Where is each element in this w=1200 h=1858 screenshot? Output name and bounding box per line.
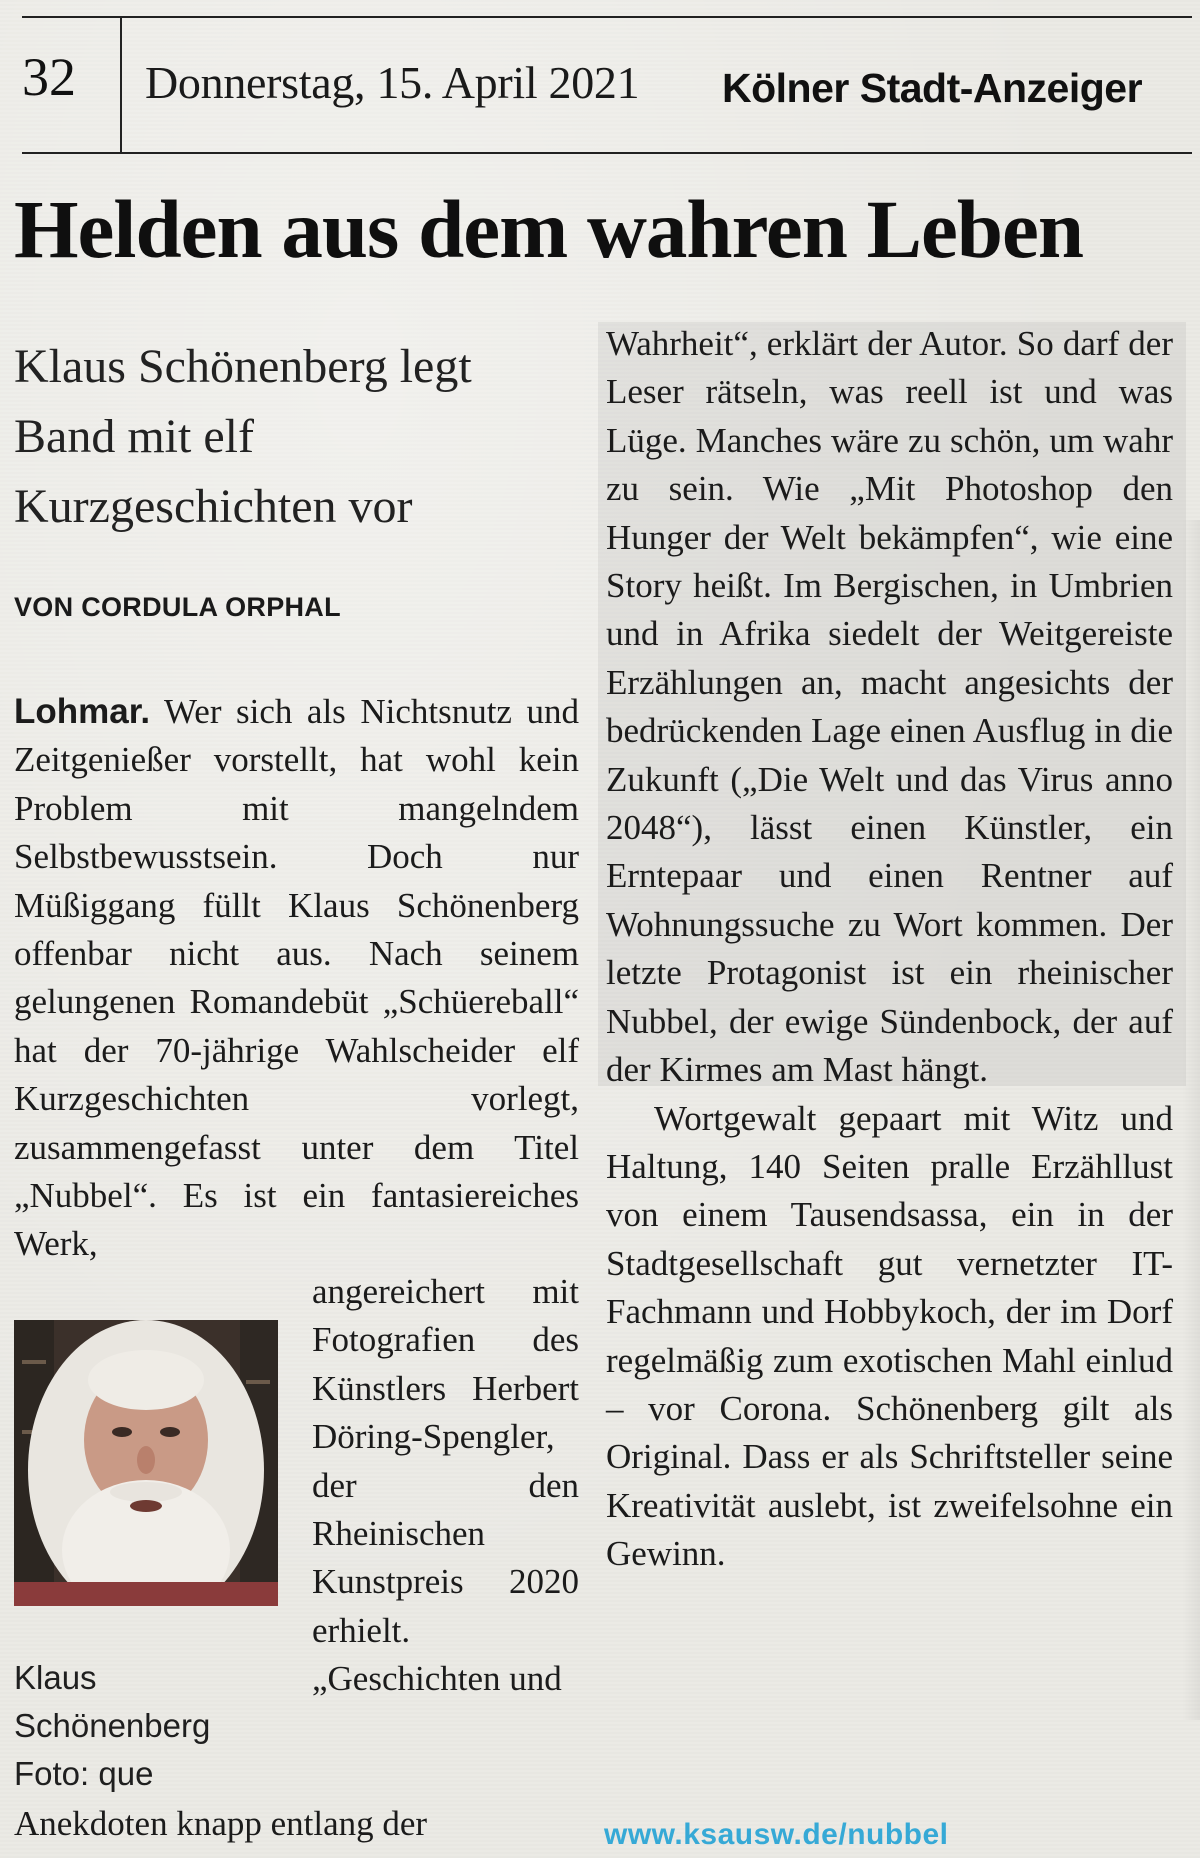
- dateline: Lohmar.: [14, 692, 151, 731]
- paragraph-col2-2: Wortgewalt gepaart mit Witz und Haltung, 140 Seiten pralle Erzähllust von einem Tausendsassa, ein in der Stadtgesellschaft gut vernetzter IT-Fachmann und Hobbykoch, der im Dorf regelmäßig zum exotischen Mahl einlud – vor Corona. Schönenberg gilt als Original. Dass er als Schriftsteller seine Kreativität auslebt, ist zweifelsohne ein Gewinn.: [606, 1098, 1173, 1574]
- article-column-2: [606, 320, 1173, 1579]
- article-subheadline: Klaus Schönenberg legt Band mit elf Kurzgeschichten vor: [14, 340, 472, 533]
- publication-date: Donnerstag, 15. April 2021: [145, 57, 640, 108]
- page-edge-shadow: [1182, 520, 1200, 1720]
- article-column-1: [14, 688, 579, 1269]
- article-column-1-end: [14, 1800, 579, 1848]
- article-headline: Helden aus dem wahren Leben: [14, 183, 1084, 275]
- paragraph-col2-1: Wahrheit“, erklärt der Autor. So darf der Leser rätseln, was reell ist und was Lüge. Manches wäre zu schön, um wahr zu sein. Wie „Mit Photoshop den Hunger der Welt bekämpfen“, wie eine Story heißt. Im Bergischen, in Umbrien und in Afrika siedelt der Weitgereiste Erzählungen an, macht angesichts der bedrückenden Lage einen Ausflug in die Zukunft („Die Welt und das Virus anno 2048“), lässt einen Künstler, ein Erntepaar und einen Rentner auf Wohnungssuche zu Wort kommen. Der letzte Protagonist ist ein rheinischer Nubbel, der ewige Sündenbock, der auf der Kirmes am Mast hängt.: [606, 324, 1173, 1090]
- paragraph-intro: [14, 688, 579, 1269]
- author-photo: [14, 1320, 278, 1606]
- masthead-bottom-rule: [22, 152, 1192, 154]
- article-link[interactable]: www.ksausw.de/nubbel: [604, 1818, 949, 1851]
- article-column-1-wrap: [312, 1268, 579, 1704]
- paragraph-text: Wer sich als Nichtsnutz und Zeitgenießer vorstellt, hat wohl kein Problem mit mangelndem Selbstbewusstsein. Doch nur Müßiggang füllt Klaus Schönenberg offenbar nicht aus. Nach seinem gelungenen Romandebüt „Schüereball“ hat der 70-jährige Wahlscheider elf Kurzgeschichten vorlegt, zusammengefasst unter dem Titel „Nubbel“. Es ist ein fantasiereiches Werk,: [14, 692, 579, 1264]
- author-portrait-image: [14, 1320, 278, 1606]
- page-number: 32: [22, 47, 76, 107]
- masthead-top-rule: [22, 16, 1192, 18]
- paragraph-wrap: angereichert mit Fotografien des Künstlers Herbert Döring-Spengler, der den Rheinischen Kunstpreis 2020 erhielt. „Geschichten und: [312, 1272, 579, 1699]
- paragraph-end: Anekdoten knapp entlang der: [14, 1804, 428, 1843]
- masthead-separator: [120, 18, 122, 152]
- photo-caption: Klaus Schönenberg Foto: que: [14, 1659, 211, 1792]
- article-byline: VON CORDULA ORPHAL: [14, 592, 341, 622]
- newspaper-name: Kölner Stadt-Anzeiger: [722, 65, 1143, 111]
